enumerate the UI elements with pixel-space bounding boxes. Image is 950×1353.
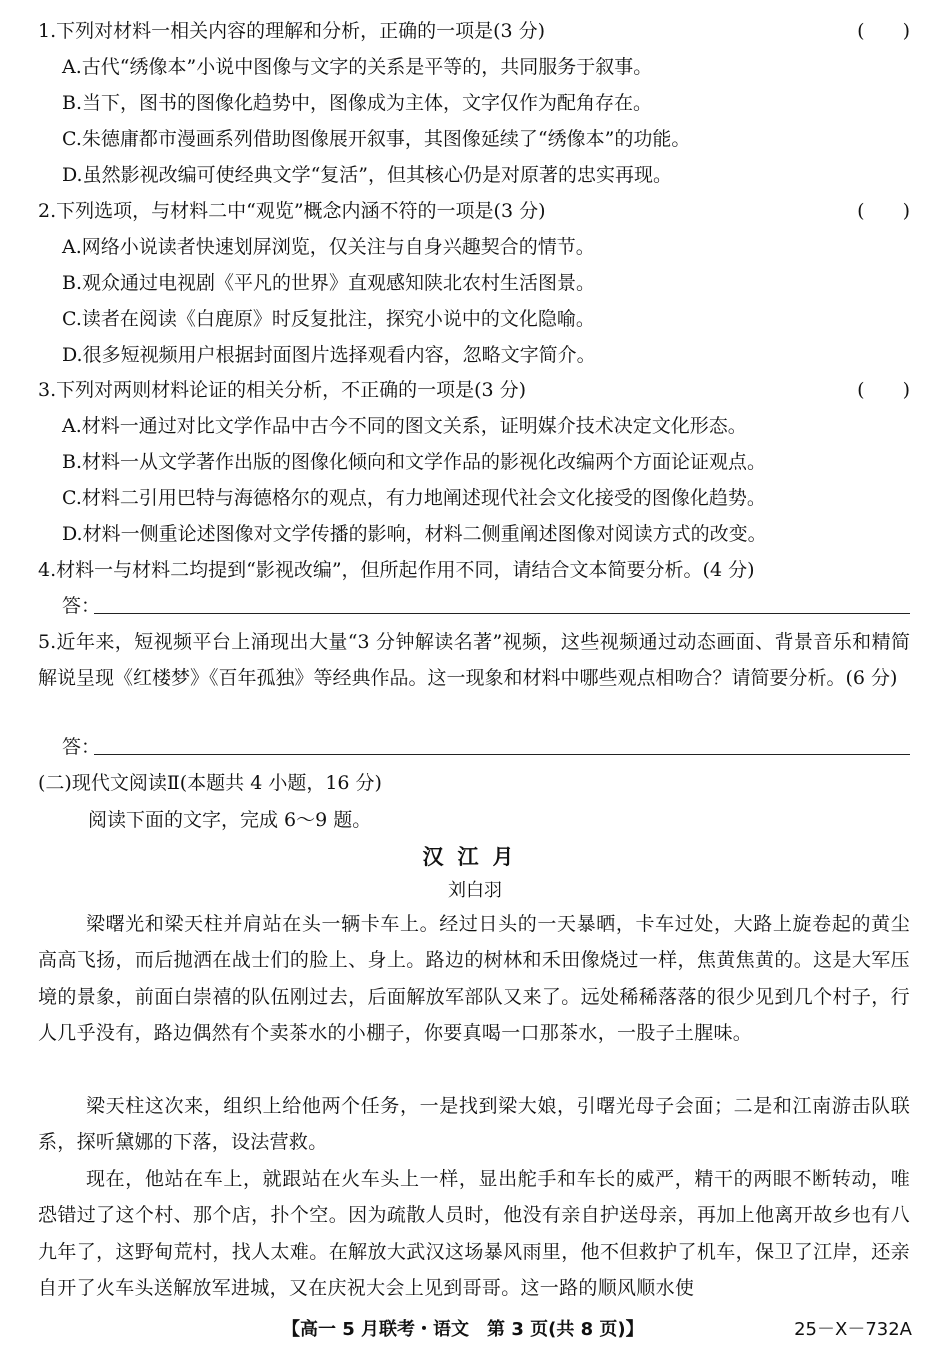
- q3-option-b: B.材料一从文学著作出版的图像化倾向和文学作品的影视化改编两个方面论证观点。: [62, 451, 767, 473]
- q2-option-c: C.读者在阅读《白鹿原》时反复批注，探究小说中的文化隐喻。: [62, 308, 595, 330]
- q1-answer-bracket: ( ): [857, 20, 910, 42]
- q2-answer-bracket: ( ): [857, 200, 910, 222]
- q3-option-c: C.材料二引用巴特与海德格尔的观点，有力地阐述现代社会文化接受的图像化趋势。: [62, 487, 766, 509]
- q4-answer-label: 答：: [62, 595, 101, 617]
- q4-stem: 4.材料一与材料二均提到“影视改编”，但所起作用不同，请结合文本简要分析。(4 分): [38, 559, 755, 581]
- q3-option-a: A.材料一通过对比文学作品中古今不同的图文关系，证明媒介技术决定文化形态。: [62, 415, 747, 437]
- article-author: 刘白羽: [448, 880, 502, 901]
- q2-option-b: B.观众通过电视剧《平凡的世界》直观感知陕北农村生活图景。: [62, 272, 596, 294]
- q3-stem: 3.下列对两则材料论证的相关分析，不正确的一项是(3 分): [38, 379, 527, 401]
- footer-page-info: 【高一 5 月联考・语文 第 3 页(共 8 页)】: [282, 1319, 644, 1340]
- q1-stem: 1.下列对材料一相关内容的理解和分析，正确的一项是(3 分): [38, 20, 546, 42]
- article-title: 汉江月: [422, 844, 528, 869]
- article-paragraph-2: 梁天柱这次来，组织上给他两个任务，一是找到梁大娘，引曙光母子会面；二是和江南游击队联系，探听黛娜的下落，设法营救。: [38, 1095, 910, 1154]
- q5-answer-blank[interactable]: [94, 735, 910, 755]
- section-heading: (二)现代文阅读Ⅱ(本题共 4 小题，16 分): [38, 772, 382, 794]
- footer-exam-code: 25－X－732A: [794, 1319, 912, 1340]
- article-paragraph-3: 现在，他站在车上，就跟站在火车头上一样，显出舵手和车长的威严，精干的两眼不断转动，唯恐错过了这个村、那个店，扑个空。因为疏散人员时，他没有亲自护送母亲，再加上他离开故乡也有八九年了，这野甸荒村，找人太难。在解放大武汉这场暴风雨里，他不但救护了机车，保卫了江岸，还亲自开了火车头送解放军进城，又在庆祝大会上见到哥哥。这一路的顺风顺水使: [38, 1168, 910, 1300]
- q5-answer-label: 答：: [62, 736, 101, 758]
- article-paragraph-1: 梁曙光和梁天柱并肩站在头一辆卡车上。经过日头的一天暴晒，卡车过处，大路上旋卷起的黄尘高高飞扬，而后抛洒在战士们的脸上、身上。路边的树林和禾田像烧过一样，焦黄焦黄的。这是大军压境的景象，前面白崇禧的队伍刚过去，后面解放军部队又来了。远处稀稀落落的很少见到几个村子，行人几乎没有，路边偶然有个卖茶水的小棚子，你要真喝一口那茶水，一股子土腥味。: [38, 913, 910, 1045]
- q1-option-b: B.当下，图书的图像化趋势中，图像成为主体，文字仅作为配角存在。: [62, 92, 653, 114]
- q4-answer-blank[interactable]: [94, 594, 910, 614]
- q2-stem: 2.下列选项，与材料二中“观览”概念内涵不符的一项是(3 分): [38, 200, 546, 222]
- q3-answer-bracket: ( ): [857, 379, 910, 401]
- q3-option-d: D.材料一侧重论述图像对文学传播的影响，材料二侧重阐述图像对阅读方式的改变。: [62, 523, 767, 545]
- q2-option-d: D.很多短视频用户根据封面图片选择观看内容，忽略文字简介。: [62, 344, 596, 366]
- q1-option-a: A.古代“绣像本”小说中图像与文字的关系是平等的，共同服务于叙事。: [62, 56, 653, 78]
- q1-option-d: D.虽然影视改编可使经典文学“复活”，但其核心仍是对原著的忠实再现。: [62, 164, 673, 186]
- q5-stem: 5.近年来，短视频平台上涌现出大量“3 分钟解读名著”视频，这些视频通过动态画面、背景音乐和精简解说呈现《红楼梦》《百年孤独》等经典作品。这一现象和材料中哪些观点相吻合？请简要分析。(6 分): [38, 631, 910, 689]
- q1-option-c: C.朱德庸都市漫画系列借助图像展开叙事，其图像延续了“绣像本”的功能。: [62, 128, 691, 150]
- section-instruction: 阅读下面的文字，完成 6～9 题。: [88, 809, 372, 831]
- q2-option-a: A.网络小说读者快速划屏浏览，仅关注与自身兴趣契合的情节。: [62, 236, 595, 258]
